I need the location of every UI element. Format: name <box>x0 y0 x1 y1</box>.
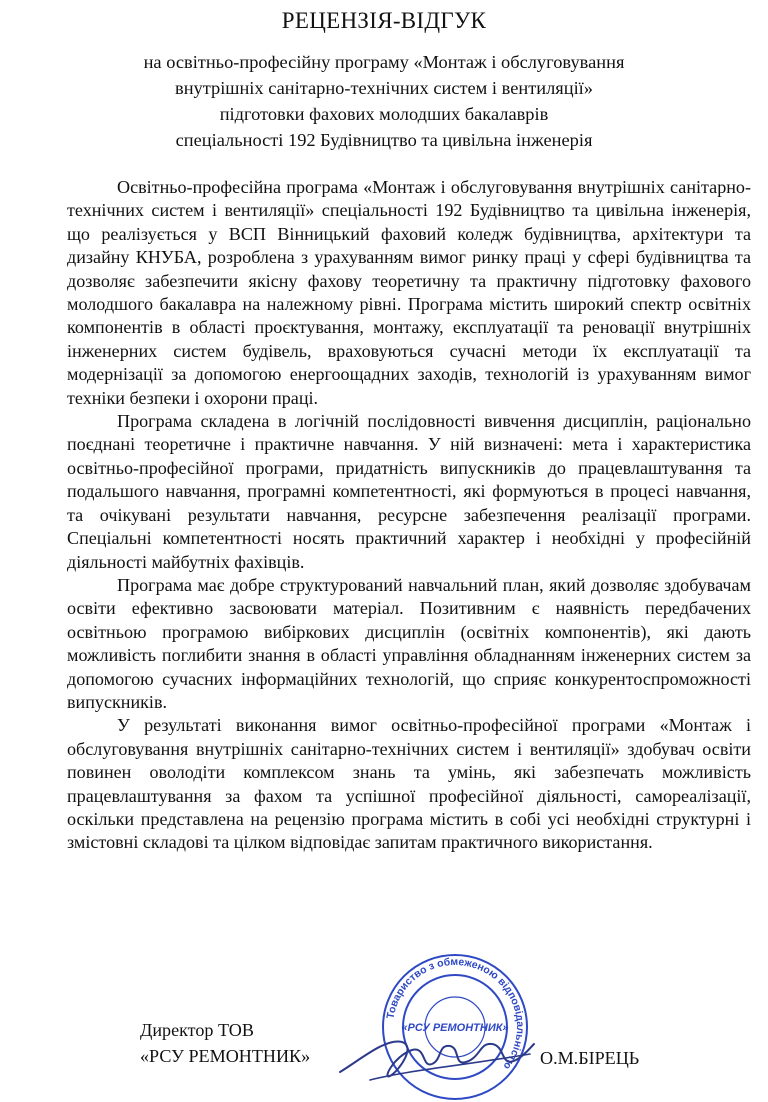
signatory-position-line-2: «РСУ РЕМОНТНИК» <box>140 1046 311 1066</box>
paragraph-1: Освітньо-професійна програма «Монтаж і обслуговування внутрішніх санітарно-технічних систем і вентиляції» спеціальності 192 Будівництво та цивільна інженерія, що реалізується у ВСП Вінницький фаховий коледж будівництва, архітектури та дизайну КНУБА, розроблена з урахуванням вимог ринку праці у сфері будівництва та дозволяє забезпечити якісну фахову теоретичну та практичну підготовку фахового молодшого бакалавра на належному рівні. Програма містить широкий спектр освітніх компонентів в області проєктування, монтажу, експлуатації та реновації внутрішніх інженерних систем будівель, враховуються сучасні методи їх експлуатації та модернізації за допомогою енергоощадних заходів, технологій із урахуванням вимог техніки безпеки і охорони праці. <box>67 177 751 408</box>
paragraph-4: У результаті виконання вимог освітньо-професійної програми «Монтаж і обслуговування внутрішніх санітарно-технічних систем і вентиляції» здобувач освіти повинен оволодіти комплексом знань та умінь, які забезпечать можливість працевлаштування за фахом та успішної професійної діяльності, самореалізації, оскільки представлена на рецензію програма містить в собі усі необхідні структурні і змістовні складові та цілком відповідає запитам практичного використання. <box>67 715 751 853</box>
document-title: РЕЦЕНЗІЯ-ВІДГУК <box>281 8 487 33</box>
subtitle-line-3: підготовки фахових молодших бакалаврів <box>219 104 549 124</box>
signatory-name: О.М.БІРЕЦЬ <box>540 1048 640 1068</box>
stamp-ring-text: Товариство з обмеженою відповідальністю <box>384 955 527 1072</box>
stamp-center-text: «РСУ РЕМОНТНИК» <box>401 1022 509 1034</box>
paragraph-3: Програма має добре структурований навчальний план, який дозволяє здобувачам освіти ефективно засвоювати матеріал. Позитивним є наявність передбачених освітньою програмою вибіркових дисциплін (освітніх компонентів), які дають можливість поглибити знання в області управління обладнанням інженерних систем за допомогою сучасних інформаційних технологій, що сприяє конкурентоспроможності випускників. <box>67 574 751 712</box>
subtitle-line-1: на освітньо-професійну програму «Монтаж і обслуговування <box>143 52 625 72</box>
signatory-position-line-1: Директор ТОВ <box>140 1020 254 1040</box>
subtitle-line-2: внутрішніх санітарно-технічних систем і вентиляції» <box>175 78 593 98</box>
review-body <box>67 176 751 855</box>
paragraph-2: Програма складена в логічній послідовності вивчення дисциплін, раціонально поєднані теоретичне і практичне навчання. У ній визначені: мета і характеристика освітньо-професійної програми, придатність випускників до працевлаштування та подальшого навчання, програмні компетентності, які формуються в процесі навчання, та очікувані результати навчання, ресурсне забезпечення реалізації програми. Спеціальні компетентності носять практичний характер і необхідні у професійній діяльності майбутніх фахівців. <box>67 411 751 572</box>
handwritten-signature <box>330 1020 540 1090</box>
subtitle-line-4: спеціальності 192 Будівництво та цивільна інженерія <box>175 130 593 150</box>
